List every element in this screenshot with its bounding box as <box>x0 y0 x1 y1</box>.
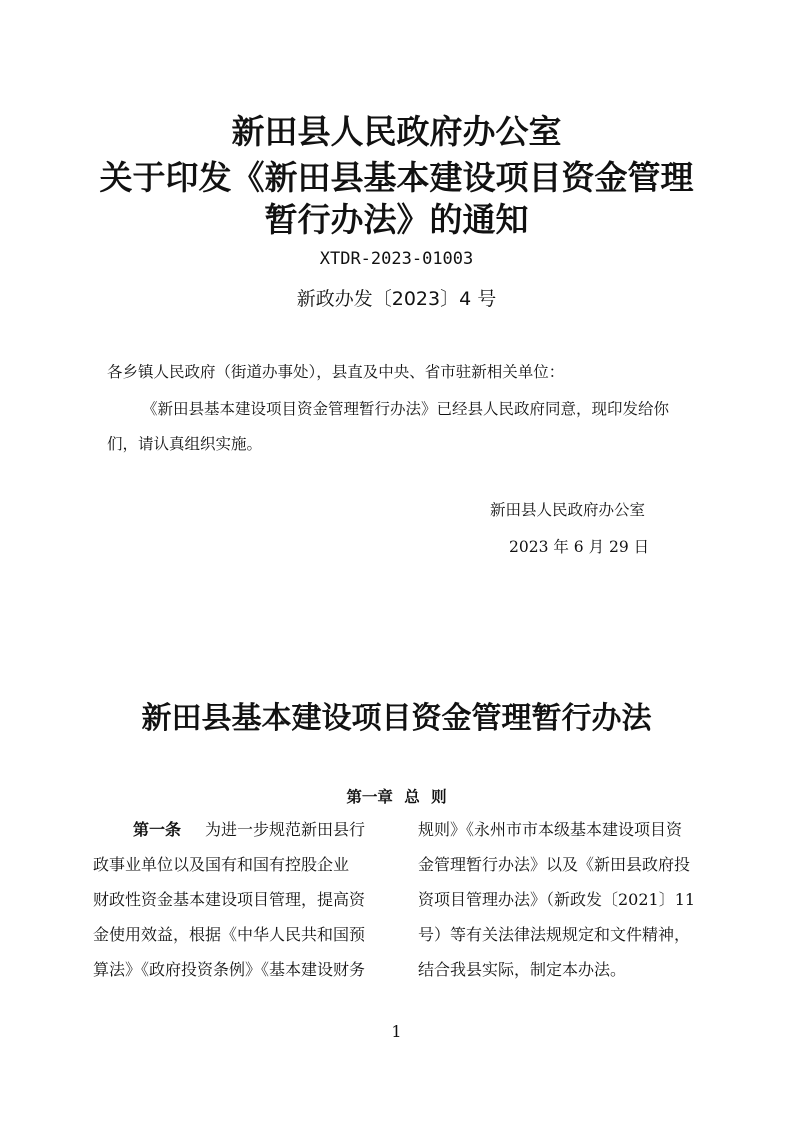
article-1-text-line: 为进一步规范新田县行 <box>205 820 366 839</box>
article-1-text-line: 资项目管理办法》（新政发〔2021〕11 <box>418 890 696 909</box>
notice-title-line-3: 暂行办法》的通知 <box>264 200 529 239</box>
document-number: 新政办发〔2023〕4 号 <box>296 288 497 310</box>
article-1-text-line: 财政性资金基本建设项目管理，提高资 <box>93 890 366 909</box>
article-1-left-column <box>93 812 383 987</box>
notice-body-line-1: 《新田县基本建设项目资金管理暂行办法》已经县人民政府同意，现印发给你 <box>142 400 670 418</box>
article-1-text-line: 政事业单位以及国有和国有控股企业 <box>93 855 350 874</box>
notice-title-line-2: 关于印发《新田县基本建设项目资金管理 <box>99 158 694 197</box>
article-1-text-line: 规则》《永州市市本级基本建设项目资 <box>418 820 683 839</box>
article-1-text-line: 结合我县实际，制定本办法。 <box>418 960 627 979</box>
page-number: 1 <box>391 1022 402 1041</box>
notice-title-line-1: 新田县人民政府办公室 <box>231 112 562 151</box>
article-1-text-line: 号）等有关法律法规规定和文件精神， <box>418 925 691 944</box>
article-1-text-line: 金管理暂行办法》以及《新田县政府投 <box>418 855 691 874</box>
measures-title: 新田县基本建设项目资金管理暂行办法 <box>141 701 652 736</box>
article-1-text-line: 算法》《政府投资条例》《基本建设财务 <box>93 960 366 979</box>
chapter-heading: 第一章 总 则 <box>346 788 447 806</box>
issuer-name: 新田县人民政府办公室 <box>490 501 646 519</box>
article-1-right-column <box>418 812 708 987</box>
notice-recipients: 各乡镇人民政府（街道办事处），县直及中央、省市驻新相关单位： <box>107 363 565 381</box>
article-label: 第一条 <box>133 820 182 839</box>
document-code: XTDR-2023-01003 <box>319 249 474 269</box>
notice-body-line-2: 们，请认真组织实施。 <box>107 435 263 453</box>
article-1-first-line <box>93 812 383 847</box>
issue-date: 2023 年 6 月 29 日 <box>509 538 650 556</box>
article-1-text-line: 金使用效益，根据《中华人民共和国预 <box>93 925 366 944</box>
